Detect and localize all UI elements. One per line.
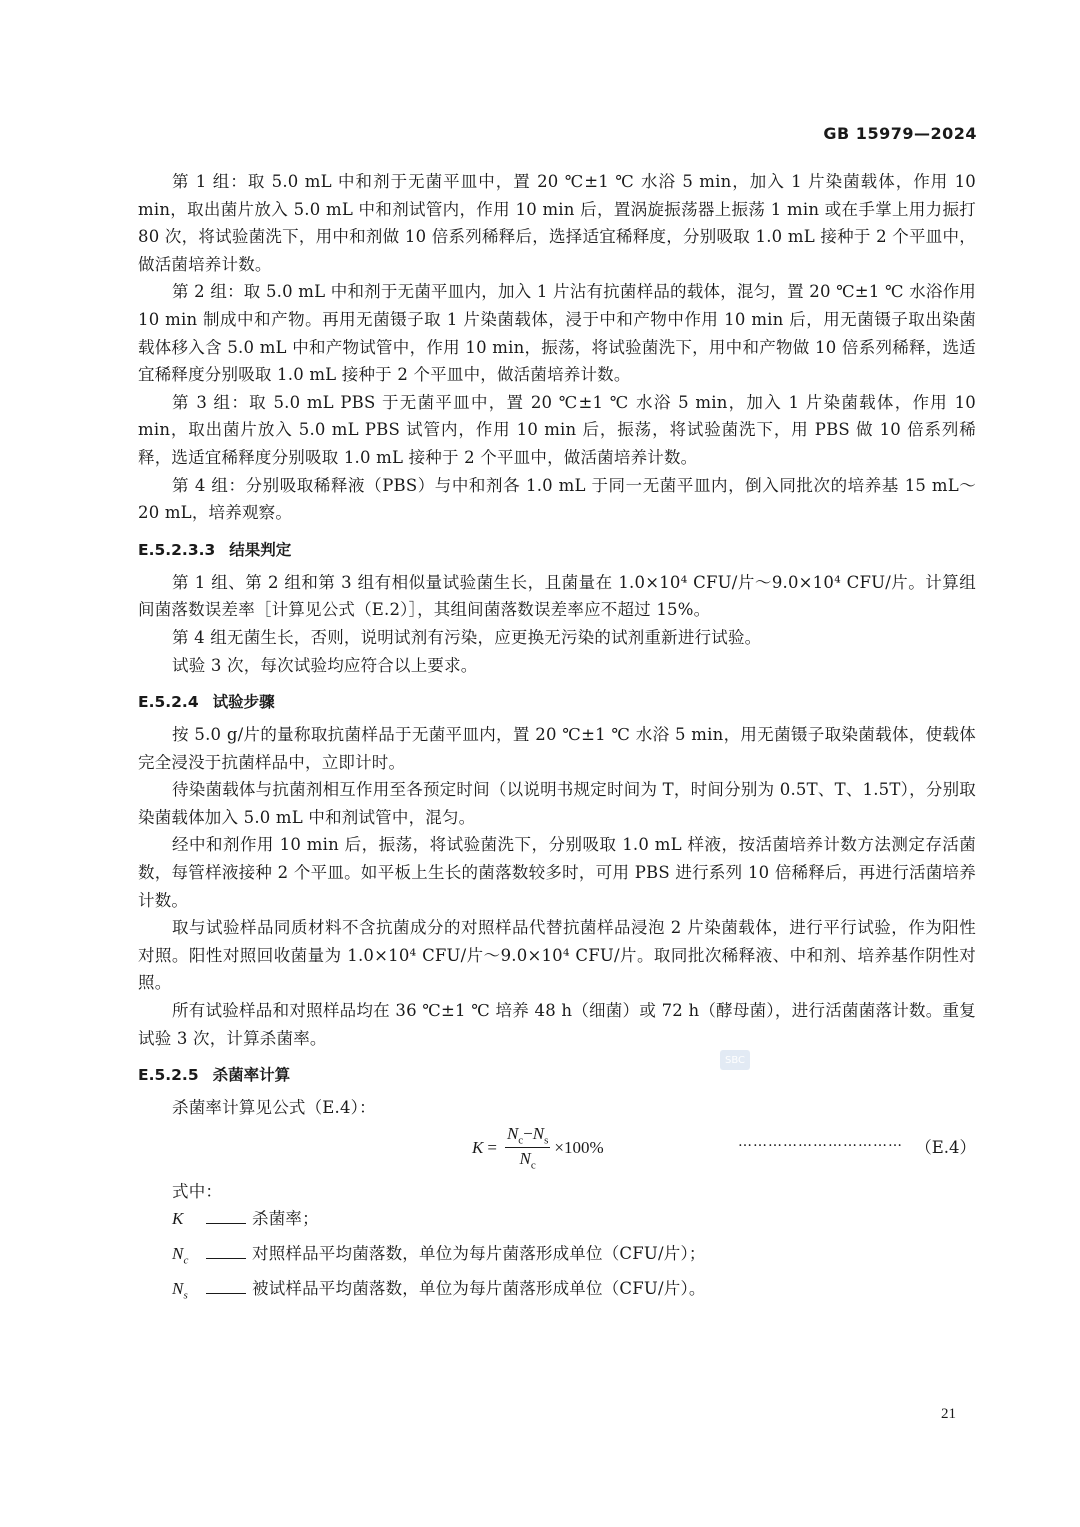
paragraph: 待染菌载体与抗菌剂相互作用至各预定时间（以说明书规定时间为 T，时间分别为 0.5T、T、1.5T），分别取染菌载体加入 5.0 mL 中和剂试管中，混匀。: [138, 780, 976, 827]
paragraph-group-4: 第 4 组：分别吸取稀释液（PBS）与中和剂各 1.0 mL 于同一无菌平皿内，倒入同批次的培养基 15 mL～20 mL，培养观察。: [138, 475, 976, 523]
subscript: c: [518, 1134, 524, 1147]
formula-leader-dots: ……………………………: [738, 1133, 903, 1150]
symbol-text: N: [172, 1279, 184, 1299]
subscript: c: [183, 1254, 189, 1267]
standard-number-header: GB 15979—2024: [823, 124, 977, 143]
definition-symbol: [172, 1240, 206, 1275]
paragraph: 按 5.0 g/片的量称取抗菌样品于无菌平皿内，置 20 ℃±1 ℃ 水浴 5 min，用无菌镊子取染菌载体，使载体完全浸没于抗菌样品中，立即计时。: [138, 725, 976, 772]
page-content: [138, 168, 976, 1310]
definition-text: 被试样品平均菌落数，单位为每片菌落形成单位（CFU/片）。: [252, 1279, 706, 1299]
paragraph: 第 4 组无菌生长，否则，说明试剂有污染，应更换无污染的试剂重新进行试验。: [172, 627, 762, 647]
formula-e4: [138, 1124, 976, 1174]
definition-text: 对照样品平均菌落数，单位为每片菌落形成单位（CFU/片）；: [252, 1244, 706, 1264]
heading-number: E.5.2.3.3: [138, 540, 216, 559]
heading-e525: [138, 1060, 976, 1090]
paragraph: 经中和剂作用 10 min 后，振荡，将试验菌洗下，分别吸取 1.0 mL 样液，按活菌培养计数方法测定存活菌数，每管样液接种 2 个平皿。如平板上生长的菌落数较多时，可用 PBS 进行系列 10 倍稀释后，再进行活菌培养计数。: [138, 835, 976, 910]
watermark-icon: SBC: [720, 1050, 750, 1070]
heading-e524: [138, 687, 976, 717]
definition-ns: [138, 1275, 976, 1310]
formula-lhs: K: [472, 1137, 484, 1157]
definition-dash: [206, 1293, 246, 1294]
definition-text: 杀菌率；: [252, 1209, 319, 1229]
definition-dash: [206, 1258, 246, 1259]
formula-numerator: [505, 1124, 550, 1148]
symbol-n: N: [519, 1149, 531, 1169]
section-result-judgement: [138, 569, 976, 679]
page-number: 21: [941, 1406, 956, 1422]
symbol-n: N: [506, 1123, 519, 1143]
heading-e5233: [138, 535, 976, 565]
paragraph: 取与试验样品同质材料不含抗菌成分的对照样品代替抗菌样品浸泡 2 片染菌载体，进行平行试验，作为阳性对照。阳性对照回收菌量为 1.0×10⁴ CFU/片～9.0×10⁴ CFU/片。取同批次稀释液、中和剂、培养基作阴性对照。: [138, 918, 976, 993]
formula-intro: 杀菌率计算见公式（E.4）：: [172, 1098, 376, 1118]
formula-times: ×100%: [554, 1137, 604, 1157]
paragraph-group-3: 第 3 组：取 5.0 mL PBS 于无菌平皿中，置 20 ℃±1 ℃ 水浴 5 min，加入 1 片染菌载体，作用 10 min，取出菌片放入 5.0 mL PBS 试管内，作用 10 min 后，振荡，将试验菌洗下，用 PBS 做 10 倍系列稀释，选适宜稀释度分别吸取 1.0 mL 接种于 2 个平皿中，做活菌培养计数。: [138, 392, 976, 467]
definition-symbol: [172, 1205, 206, 1240]
definition-nc: [138, 1240, 976, 1275]
subscript: c: [530, 1159, 536, 1172]
paragraph-group-1: 第 1 组：取 5.0 mL 中和剂于无菌平皿中，置 20 ℃±1 ℃ 水浴 5 min，加入 1 片染菌载体，作用 10 min，取出菌片放入 5.0 mL 中和剂试管内，作用 10 min 后，置涡旋振荡器上振荡 1 min 或在手掌上用力振打 80 次，将试验菌洗下，用中和剂做 10 倍系列稀释后，选择适宜稀释度，分别吸取 1.0 mL 接种于 2 个平皿中，做活菌培养计数。: [138, 172, 976, 274]
section-test-steps: [138, 721, 976, 1052]
subscript: s: [544, 1134, 549, 1147]
definition-symbol: [172, 1275, 206, 1310]
formula-fraction: [505, 1124, 550, 1172]
heading-number: E.5.2.4: [138, 693, 199, 712]
minus-sign: −: [523, 1123, 533, 1143]
paragraph: 第 1 组、第 2 组和第 3 组有相似量试验菌生长，且菌量在 1.0×10⁴ CFU/片～9.0×10⁴ CFU/片。计算组间菌落数误差率［计算见公式（E.2）］，其组间菌落数误差率应不超过 15%。: [138, 572, 976, 620]
equation-number: （E.4）: [915, 1137, 976, 1157]
heading-number: E.5.2.5: [138, 1066, 199, 1085]
paragraph: 试验 3 次，每次试验均应符合以上要求。: [172, 655, 478, 675]
group-procedures: [138, 168, 976, 527]
symbol-text: N: [172, 1244, 184, 1264]
formula-denominator: [520, 1148, 536, 1171]
heading-title: 杀菌率计算: [212, 1066, 291, 1085]
paragraph-group-2: 第 2 组：取 5.0 mL 中和剂于无菌平皿内，加入 1 片沾有抗菌样品的载体，混匀，置 20 ℃±1 ℃ 水浴作用 10 min 制成中和产物。再用无菌镊子取 1 片染菌载体，浸于中和产物中作用 10 min 后，用无菌镊子取出染菌载体移入含 5.0 mL 中和产物试管中，作用 10 min，振荡，将试验菌洗下，用中和产物做 10 倍系列稀释，选适宜稀释度分别吸取 1.0 mL 接种于 2 个平皿中，做活菌培养计数。: [138, 282, 976, 385]
where-label: 式中：: [172, 1181, 223, 1201]
heading-title: 试验步骤: [212, 693, 275, 712]
formula-equals: =: [487, 1137, 497, 1157]
formula-expression: [472, 1124, 604, 1172]
symbol-text: K: [172, 1209, 184, 1229]
symbol-n: N: [532, 1123, 545, 1143]
heading-title: 结果判定: [229, 540, 292, 559]
paragraph: 所有试验样品和对照样品均在 36 ℃±1 ℃ 培养 48 h（细菌）或 72 h（酵母菌），进行活菌菌落计数。重复试验 3 次，计算杀菌率。: [138, 1001, 976, 1048]
subscript: s: [183, 1289, 189, 1302]
definition-k: [138, 1205, 976, 1240]
definition-dash: [206, 1223, 246, 1224]
